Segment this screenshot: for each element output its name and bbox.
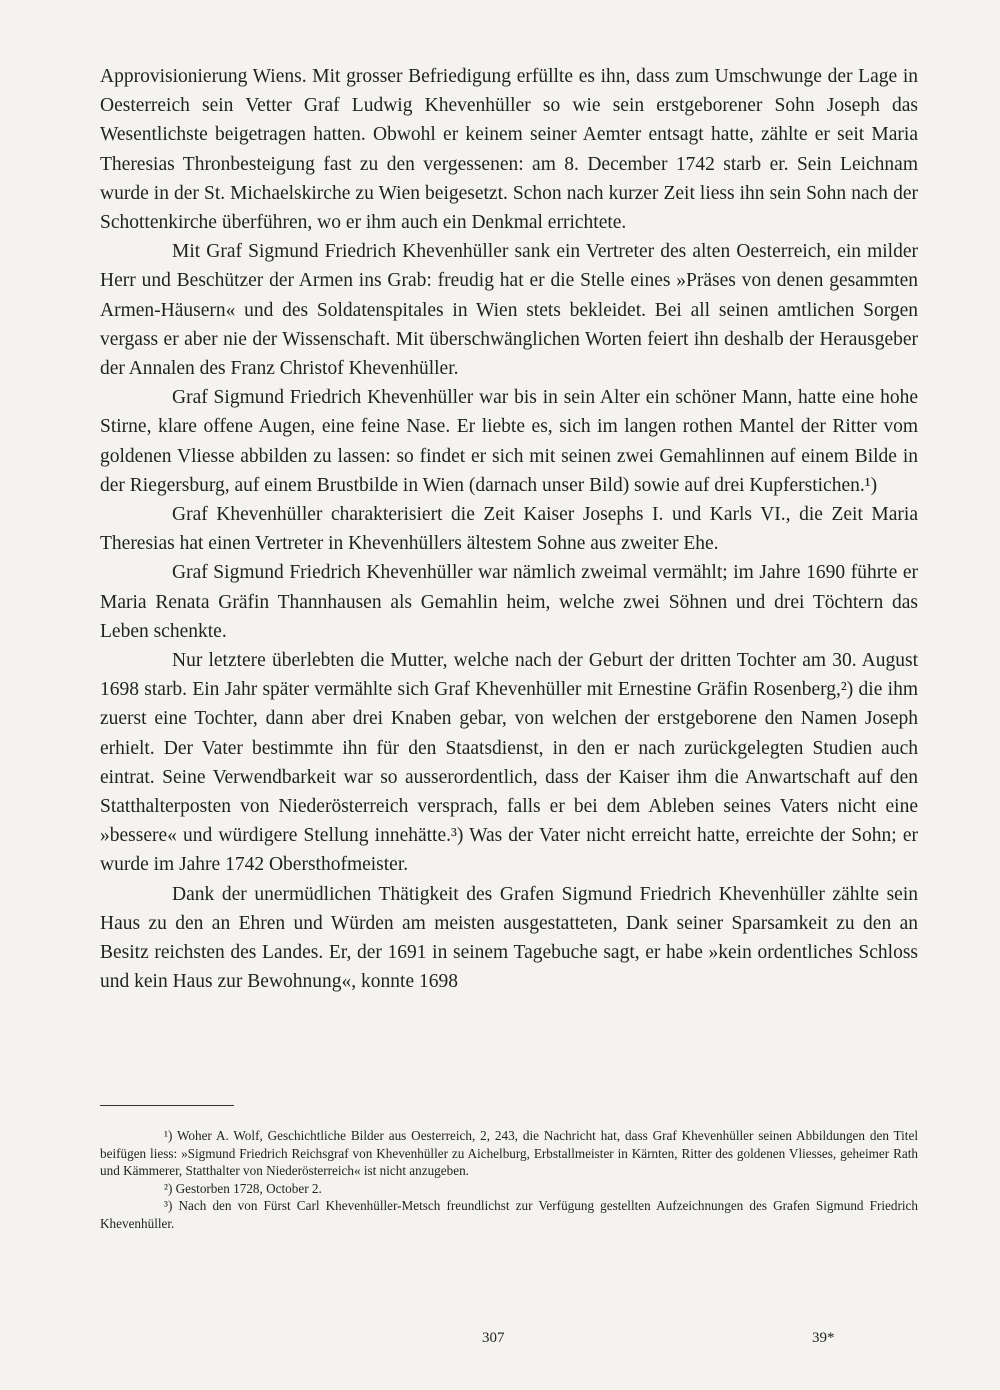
main-text [100,62,918,997]
paragraph-6: Nur letztere überlebten die Mutter, welche nach der Geburt der dritten Tochter am 30. August 1698 starb. Ein Jahr später vermählte sich Graf Khevenhüller mit Ernestine Gräfin Rosenberg,²) die ihm zuerst eine Tochter, dann aber drei Knaben gebar, von welchen der erstgeborene den Namen Joseph erhielt. Der Vater bestimmte ihn für den Staatsdienst, in den er nach zurückgelegten Studien auch eintrat. Seine Verwendbarkeit war so ausserordentlich, dass der Kaiser ihm die Anwartschaft auf den Statthalterposten von Niederösterreich versprach, falls er bei dem Ableben seines Vaters nicht eine »bessere« und würdigere Stellung innehätte.³) Was der Vater nicht erreicht hatte, erreichte der Sohn; er wurde im Jahre 1742 Obersthofmeister. [100,650,918,876]
paragraph-7: Dank der unermüdlichen Thätigkeit des Grafen Sigmund Friedrich Khevenhüller zählte sein Haus zu den an Ehren und Würden am meisten ausgestatteten, Dank seiner Sparsamkeit zu den an Besitz reichsten des Landes. Er, der 1691 in seinem Tagebuche sagt, er habe »kein ordentliches Schloss und kein Haus zur Bewohnung«, konnte 1698 [100,883,918,993]
paragraph-5: Graf Sigmund Friedrich Khevenhüller war nämlich zweimal vermählt; im Jahre 1690 führte er Maria Renata Gräfin Thannhausen als Gemahlin heim, welche zwei Söhnen und drei Töchtern das Leben schenkte. [100,562,918,642]
signature-mark: 39* [812,1330,835,1346]
paragraph-4: Graf Khevenhüller charakterisiert die Zeit Kaiser Josephs I. und Karls VI., die Zeit Maria Theresias hat einen Vertreter in Khevenhüllers ältestem Sohne aus zweiter Ehe. [100,504,918,555]
footnote-2: ²) Gestorben 1728, October 2. [164,1180,322,1196]
footnote-3: ³) Nach den von Fürst Carl Khevenhüller-Metsch freundlichst zur Verfügung gestellten Aufzeichnungen des Grafen Sigmund Friedrich Khevenhüller. [100,1198,918,1231]
paragraph-3: Graf Sigmund Friedrich Khevenhüller war bis in sein Alter ein schöner Mann, hatte eine hohe Stirne, klare offene Augen, eine feine Nase. Er liebte es, sich im langen rothen Mantel der Ritter vom goldenen Vliesse abbilden zu lassen: so findet er sich mit seinen zwei Gemahlinnen auf einem Bilde in der Riegersburg, auf einem Brustbilde in Wien (darnach unser Bild) sowie auf drei Kupferstichen.¹) [100,387,918,496]
paragraph-1: Approvisionierung Wiens. Mit grosser Befriedigung erfüllte es ihn, dass zum Umschwunge der Lage in Oesterreich sein Vetter Graf Ludwig Khevenhüller so wie sein erstgeborener Sohn Joseph das Wesentlichste beigetragen hatten. Obwohl er keinem seiner Aemter entsagt hatte, zählte er seit Maria Theresias Thronbesteigung fast zu den vergessenen: am 8. December 1742 starb er. Sein Leichnam wurde in der St. Michaelskirche zu Wien beigesetzt. Schon nach kurzer Zeit liess ihn sein Sohn nach der Schottenkirche überführen, wo er ihm auch ein Denkmal errichtete. [100,66,918,234]
footnotes [100,1127,918,1233]
footnote-divider [100,1105,234,1106]
paragraph-2: Mit Graf Sigmund Friedrich Khevenhüller sank ein Vertreter des alten Oesterreich, ein milder Herr und Beschützer der Armen ins Grab: freudig hat er die Stelle eines »Präses von denen gesammten Armen-Häusern« und des Soldatenspitales in Wien stets bekleidet. Bei all seinen amtlichen Sorgen vergass er aber nie der Wissenschaft. Mit überschwänglichen Worten feiert ihn deshalb der Herausgeber der Annalen des Franz Christof Khevenhüller. [100,241,918,380]
footnote-1: ¹) Woher A. Wolf, Geschichtliche Bilder aus Oesterreich, 2, 243, die Nachricht hat, dass Graf Khevenhüller seinen Abbildungen den Titel beifügen liess: »Sigmund Friedrich Reichsgraf von Khevenhüller zu Aichelburg, Erbstallmeister in Kärnten, Ritter des goldenen Vliesses, geheimer Rath und Kämmerer, Statthalter von Niederösterreich« ist nicht anzugeben. [100,1128,918,1179]
page-number: 307 [482,1330,505,1346]
